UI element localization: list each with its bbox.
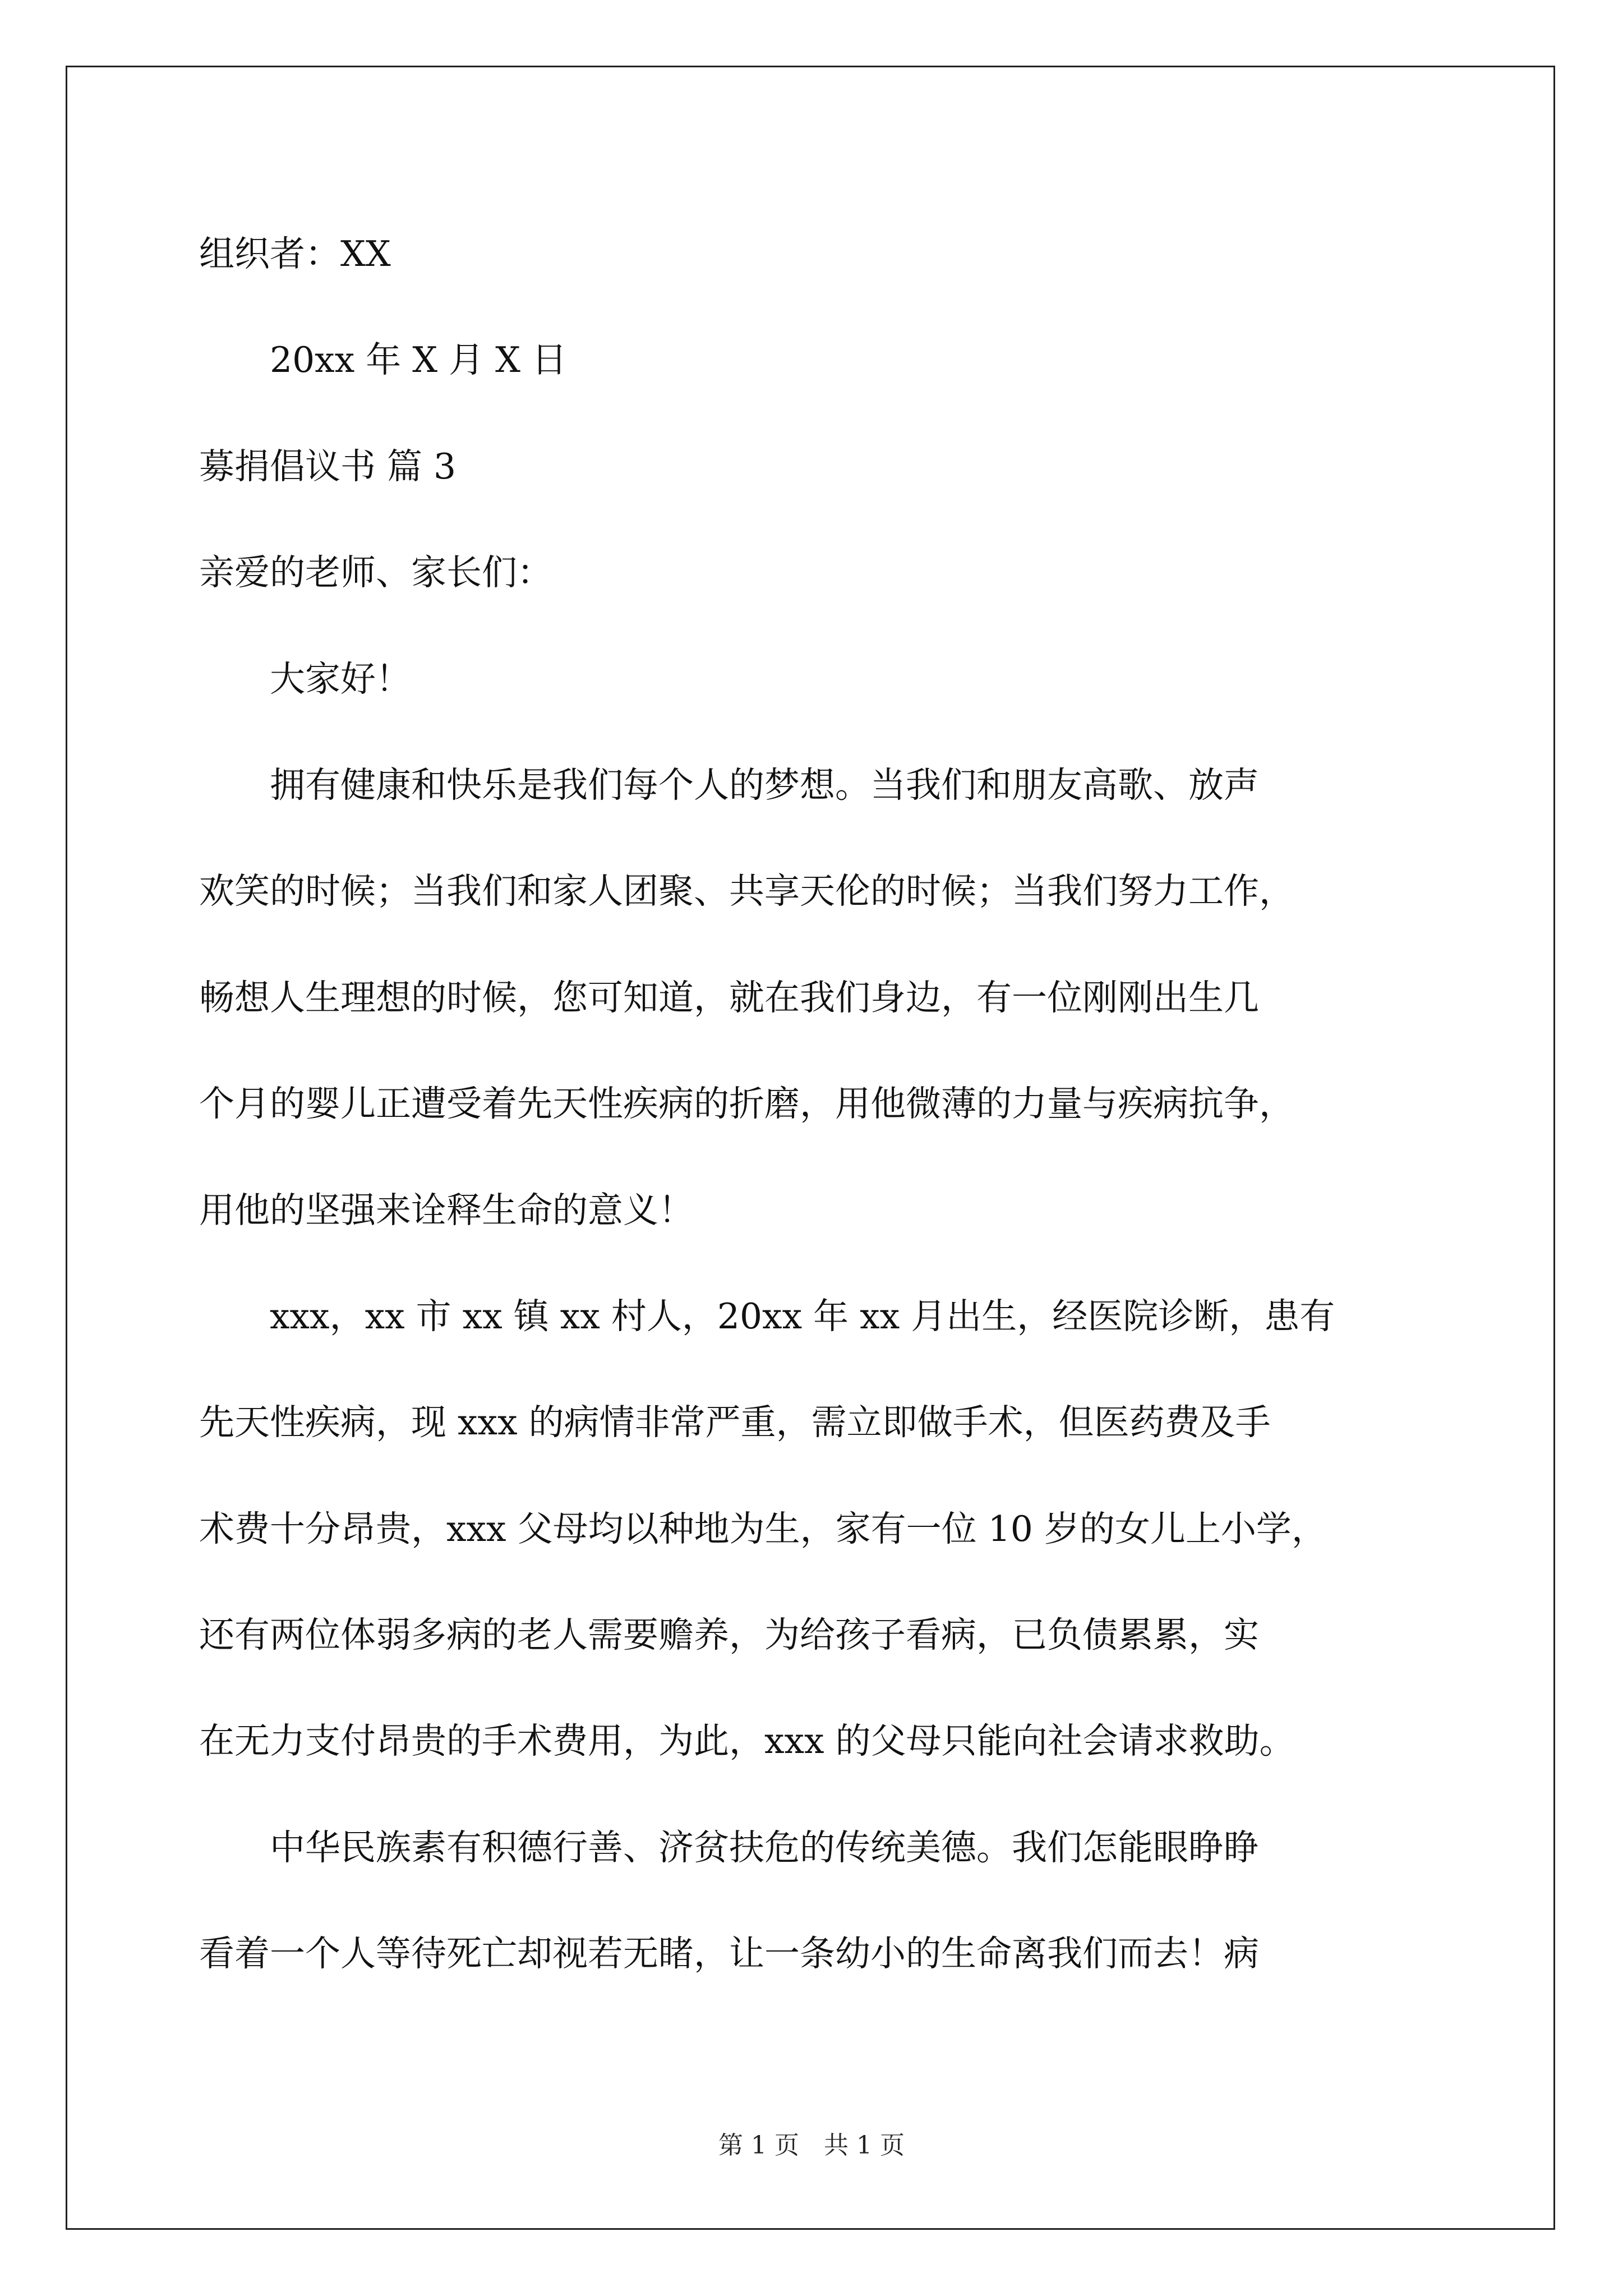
greeting: 大家好！ [199,658,411,700]
paragraph-line: 欢笑的时候；当我们和家人团聚、共享天伦的时候；当我们努力工作， [199,871,1294,912]
paragraph-line: 在无力支付昂贵的手术费用，为此，xxx 的父母只能向社会请求救助。 [199,1720,1295,1762]
document-body [199,223,1426,2030]
paragraph-line: xxx，xx 市 xx 镇 xx 村人，20xx 年 xx 月出生，经医院诊断，患有 [199,1295,1335,1337]
organizer-line: 组织者：XX [199,233,391,274]
paragraph-line: 看着一个人等待死亡却视若无睹，让一条幼小的生命离我们而去！病 [199,1933,1259,1975]
paragraph-line: 术费十分昂贵，xxx 父母均以种地为生，家有一位 10 岁的女儿上小学， [199,1508,1327,1549]
section-heading: 募捐倡议书 篇 3 [199,445,457,487]
paragraph-line: 畅想人生理想的时候，您可知道，就在我们身边，有一位刚刚出生几 [199,977,1259,1018]
page-footer: 第 1 页 共 1 页 [718,2131,905,2160]
paragraph-line: 中华民族素有积德行善、济贫扶危的传统美德。我们怎能眼睁睁 [199,1826,1259,1868]
paragraph-line: 拥有健康和快乐是我们每个人的梦想。当我们和朋友高歌、放声 [199,764,1259,806]
paragraph-line: 个月的婴儿正遭受着先天性疾病的折磨，用他微薄的力量与疾病抗争， [199,1083,1294,1125]
salutation: 亲爱的老师、家长们： [199,552,552,593]
date-line: 20xx 年 X 月 X 日 [199,339,568,381]
paragraph-line: 用他的坚强来诠释生命的意义！ [199,1189,694,1231]
paragraph-line: 先天性疾病，现 xxx 的病情非常严重，需立即做手术，但医药费及手 [199,1402,1271,1443]
paragraph-line: 还有两位体弱多病的老人需要赡养，为给孩子看病，已负债累累，实 [199,1614,1259,1656]
